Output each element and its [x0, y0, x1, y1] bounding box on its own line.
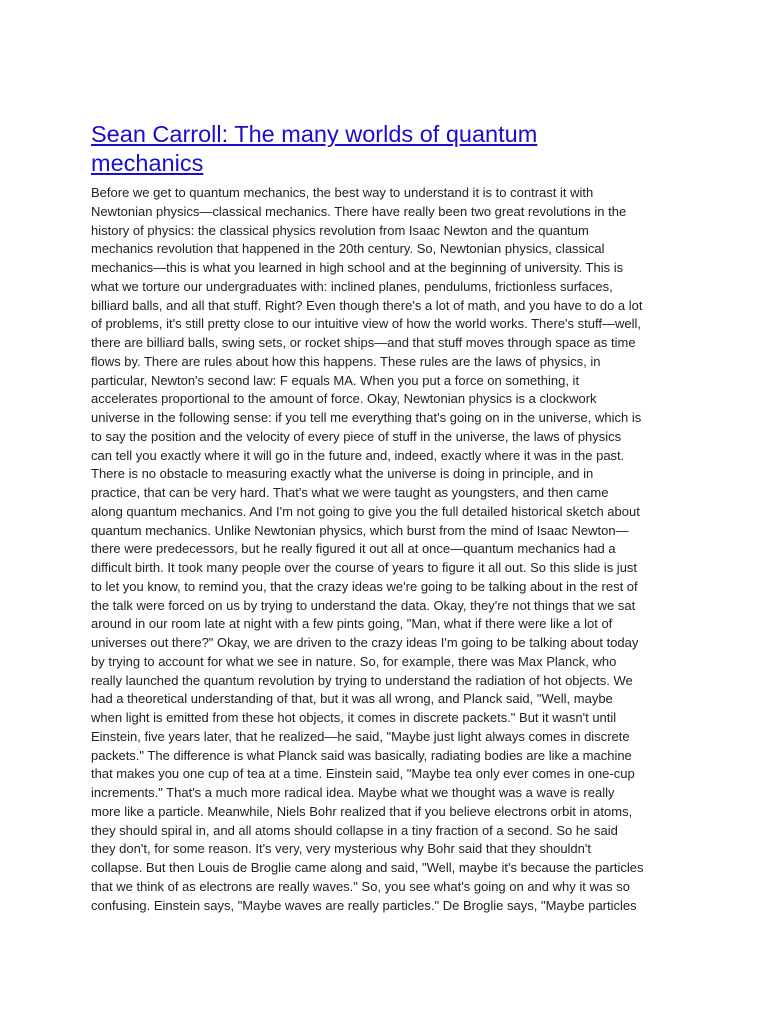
body-line: increments." That's a much more radical idea. Maybe what we thought was a wave is really	[91, 785, 615, 800]
body-line: there are billiard balls, swing sets, or rocket ships—and that stuff moves through space as time	[91, 335, 636, 350]
body-line: there were predecessors, but he really figured it out all at once—quantum mechanics had a	[91, 541, 616, 557]
body-line: to let you know, to remind you, that the crazy ideas we're going to be talking about in the rest of	[91, 578, 638, 594]
body-line: There is no obstacle to measuring exactly what the universe is doing in principle, and in	[91, 466, 594, 482]
body-line: practice, that can be very hard. That's what we were taught as youngsters, and then came	[91, 485, 609, 500]
body-line: collapse. But then Louis de Broglie came along and said, "Well, maybe it's because the particles	[91, 860, 644, 875]
body-line: they should spiral in, and all atoms should collapse in a tiny fraction of a second. So he said	[91, 822, 618, 838]
body-line: mechanics revolution that happened in the 20th century. So, Newtonian physics, classical	[91, 241, 605, 257]
body-line: universe in the following sense: if you tell me everything that's going on in the universe, which is	[91, 410, 642, 425]
body-line: mechanics—this is what you learned in high school and at the beginning of university. This is	[91, 260, 624, 275]
body-line: had a theoretical understanding of that, but it was all wrong, and Planck said, "Well, maybe	[91, 691, 613, 707]
body-line: to say the position and the velocity of every piece of stuff in the universe, the laws of physics	[91, 428, 622, 444]
body-line: along quantum mechanics. And I'm not going to give you the full detailed historical sketch about	[91, 503, 640, 519]
body-line: particular, Newton's second law: F equals MA. When you put a force on something, it	[91, 372, 580, 388]
body-line: billiard balls, and all that stuff. Right? Even though there's a lot of math, and you have to do a lot	[91, 297, 643, 313]
body-line: Before we get to quantum mechanics, the best way to understand it is to contrast it with	[91, 185, 594, 200]
body-line: accelerates proportional to the amount of force. Okay, Newtonian physics is a clockwork	[91, 391, 597, 407]
body-line: by trying to account for what we see in nature. So, for example, there was Max Planck, who	[91, 653, 617, 669]
body-line: around in our room late at night with a few pints going, "Man, what if there were like a lot of	[91, 616, 613, 632]
body-line: when light is emitted from these hot objects, it comes in discrete packets." But it wasn't until	[91, 710, 617, 725]
body-line: Einstein, five years later, that he realized—he said, "Maybe just light always comes in discrete	[91, 728, 630, 744]
document-body	[91, 184, 681, 915]
title-line-2: mechanics	[91, 150, 204, 176]
body-line: can tell you exactly where it will go in the future and, indeed, exactly where it was in the past.	[91, 447, 625, 463]
body-line: of problems, it's still pretty close to our intuitive view of how the world works. There's stuff—well,	[91, 316, 641, 332]
body-line: flows by. There are rules about how this happens. These rules are the laws of physics, in	[91, 353, 601, 369]
document-content	[91, 120, 681, 915]
body-line: what we torture our undergraduates with: inclined planes, pendulums, frictionless surfaces,	[91, 278, 613, 294]
body-line: that makes you one cup of tea at a time. Einstein said, "Maybe tea only ever comes in one-cup	[91, 766, 635, 782]
body-line: difficult birth. It took many people over the course of years to figure it all out. So this slide is just	[91, 560, 638, 575]
body-line: packets." The difference is what Planck said was basically, radiating bodies are like a machine	[91, 747, 632, 763]
body-line: they don't, for some reason. It's very, very mysterious why Bohr said that they shouldn't	[91, 841, 591, 857]
body-line: the talk were forced on us by trying to understand the data. Okay, they're not things that we sat	[91, 597, 636, 613]
body-line: more like a particle. Meanwhile, Niels Bohr realized that if you believe electrons orbit in atoms,	[91, 803, 633, 819]
body-line: quantum mechanics. Unlike Newtonian physics, which burst from the mind of Isaac Newton—	[91, 522, 629, 538]
body-line: Newtonian physics—classical mechanics. There have really been two great revolutions in the	[91, 203, 627, 219]
body-line: that we think of as electrons are really waves." So, you see what's going on and why it was so	[91, 878, 630, 894]
body-line: really launched the quantum revolution by trying to understand the radiation of hot objects. We	[91, 672, 633, 688]
title-line-1: Sean Carroll: The many worlds of quantum	[91, 121, 538, 147]
body-line: history of physics: the classical physics revolution from Isaac Newton and the quantum	[91, 222, 589, 238]
body-line: confusing. Einstein says, "Maybe waves are really particles." De Broglie says, "Maybe particles	[91, 897, 637, 913]
document-title-link[interactable]	[91, 120, 681, 178]
body-line: universes out there?" Okay, we are driven to the crazy ideas I'm going to be talking about today	[91, 635, 639, 650]
